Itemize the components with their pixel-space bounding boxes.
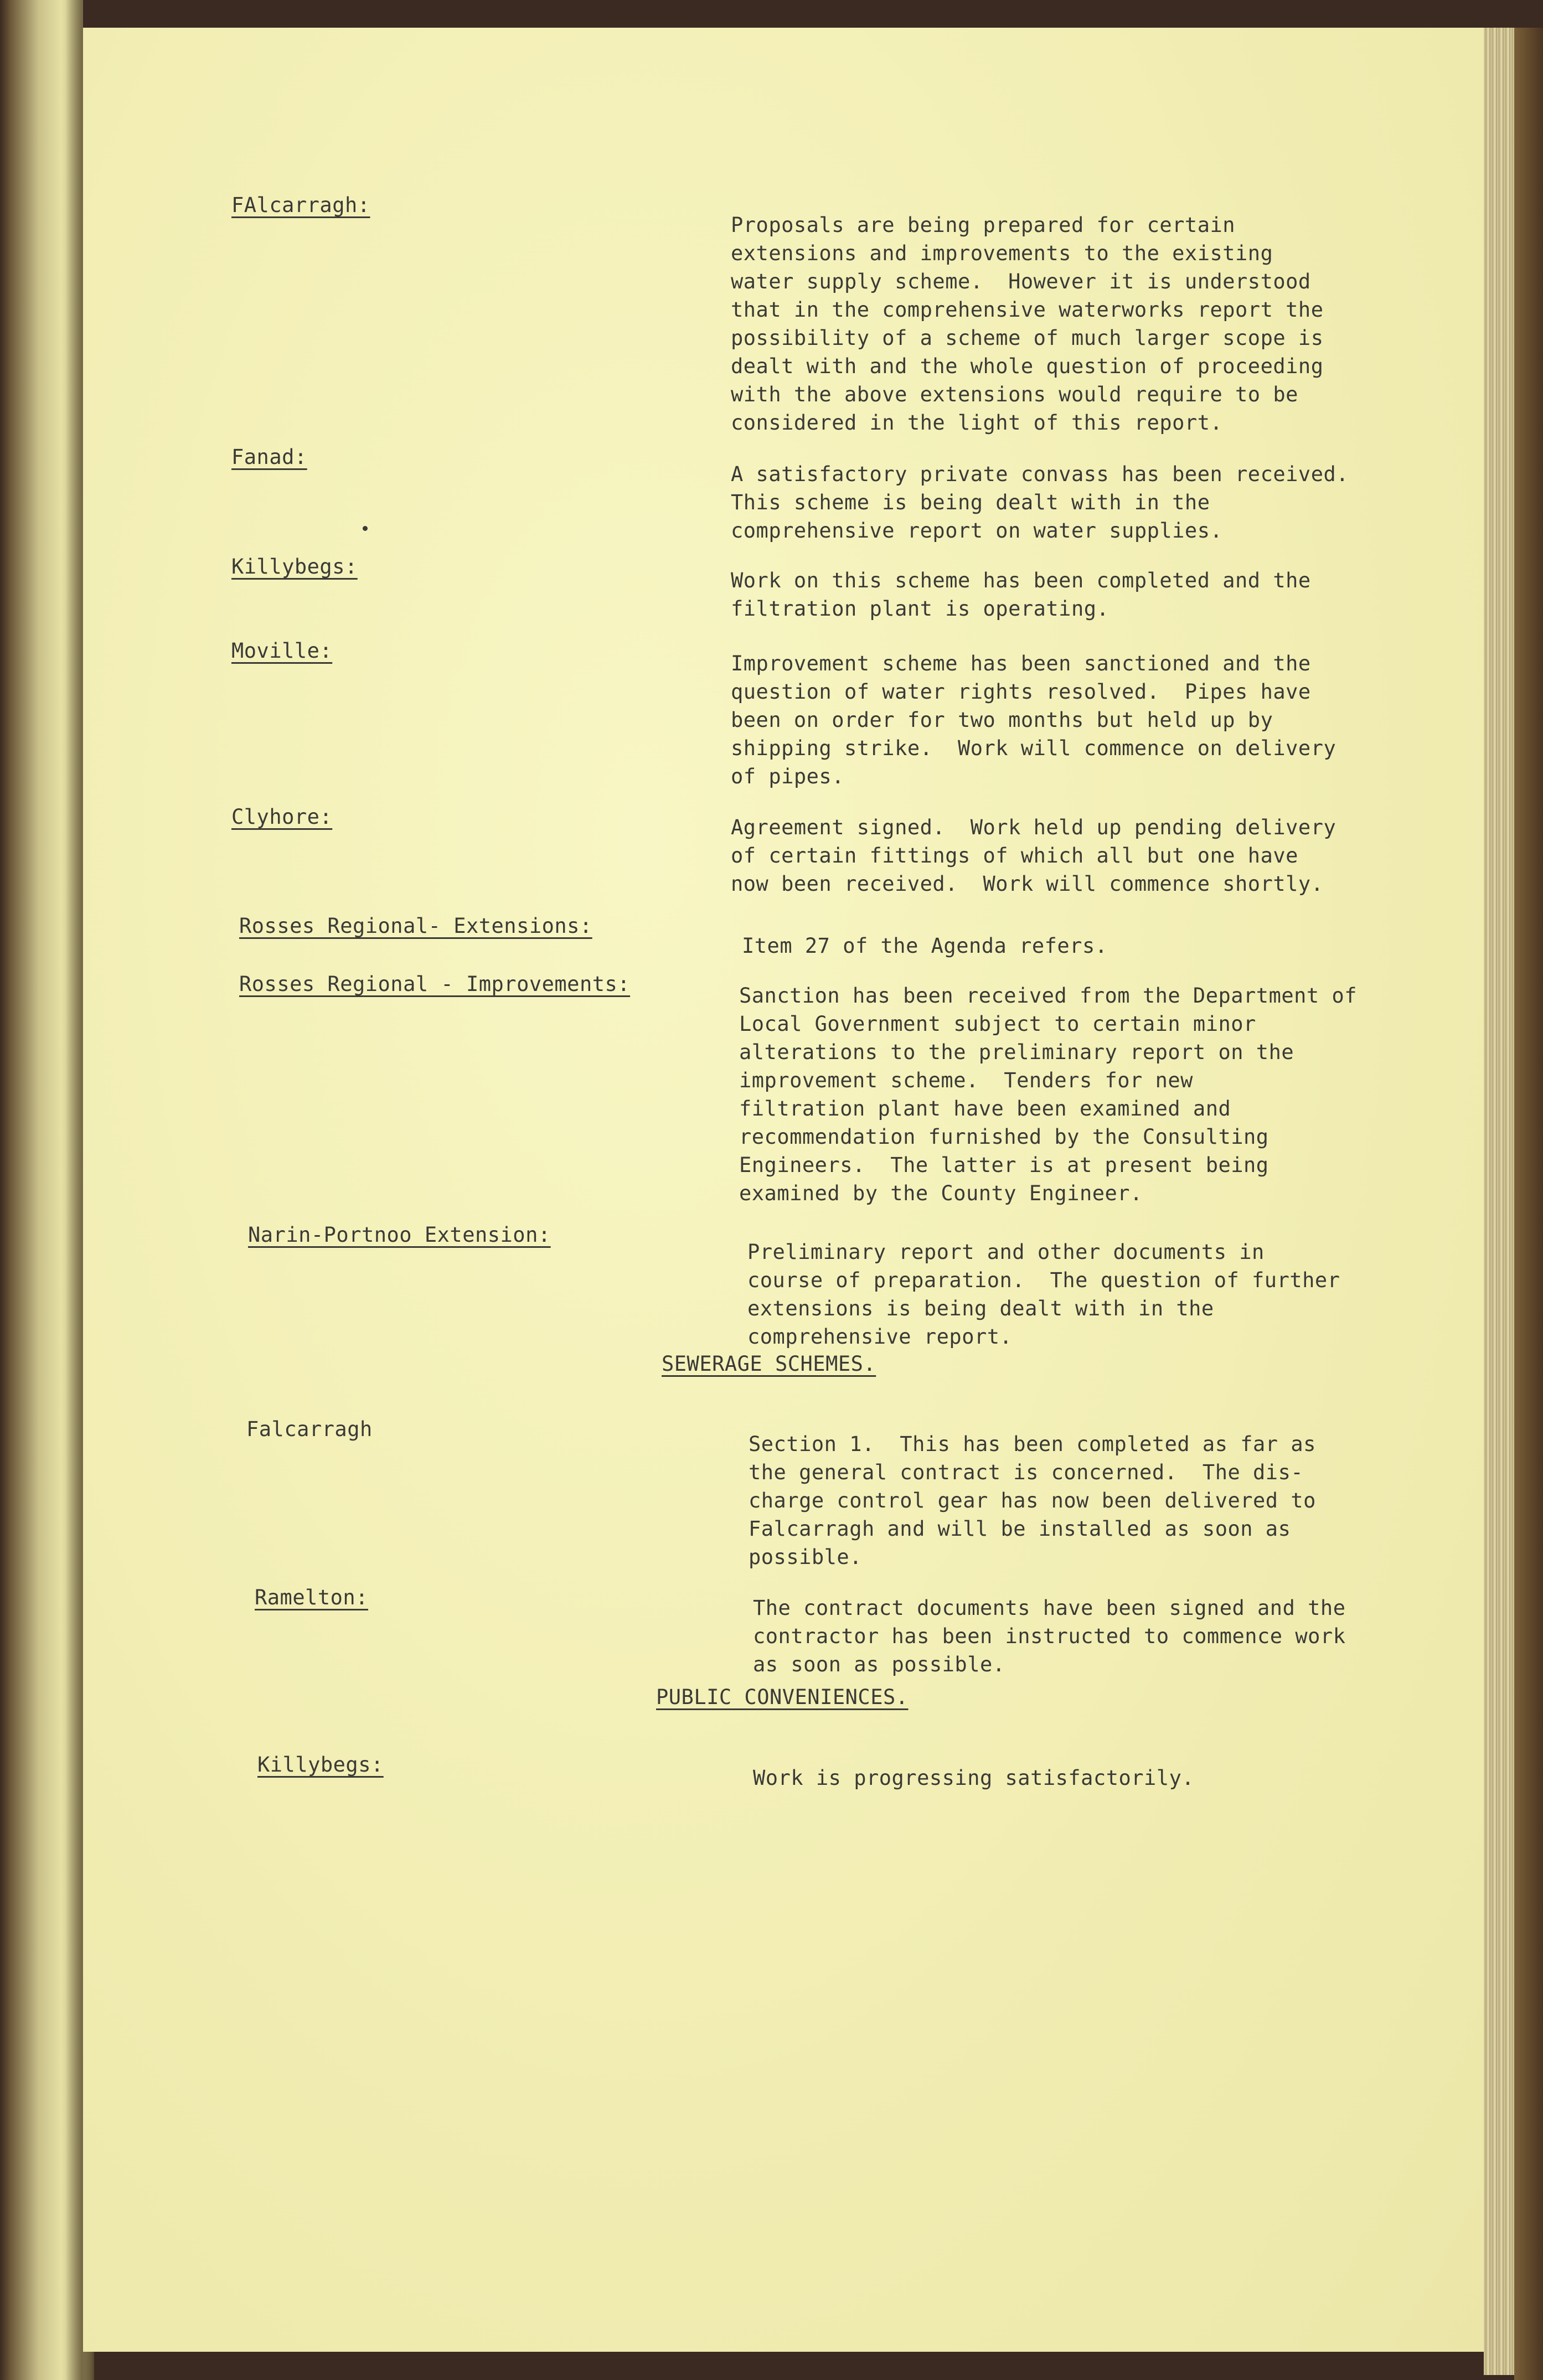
entry-text-clyhore: Agreement signed. Work held up pending delivery of certain fittings of which all but one have now been received. Work will commence shortly. [731,815,1336,896]
entry-label-ramelton: Ramelton: [255,1586,368,1609]
section-heading-sewerage: SEWERAGE SCHEMES. [662,1352,876,1376]
entry-text-rosses-extensions: Item 27 of the Agenda refers. [742,934,1108,958]
stray-mark [363,526,368,531]
top-shadow [83,0,1543,28]
entry-label-moville: Moville: [231,639,333,663]
entry-text-moville: Improvement scheme has been sanctioned and the question of water rights resolved. Pipes have been on order for two months but held up by shipping strike. Work will commence on delivery of pipes. [731,652,1336,788]
entry-label-conveniences-killybegs: Killybegs: [257,1753,384,1777]
entry-text-narin-portnoo: Preliminary report and other documents in course of preparation. The question of further extensions is being dealt with in the comprehensive report. [747,1240,1340,1349]
entry-label-rosses-extensions: Rosses Regional- Extensions: [239,914,592,938]
entry-text-fanad: A satisfactory private convass has been received. This scheme is being dealt with in the comprehensive report on water supplies. [731,462,1349,543]
section-heading-conveniences: PUBLIC CONVENIENCES. [656,1685,909,1709]
entry-text-falcarragh: Proposals are being prepared for certain extensions and improvements to the existing water supply scheme. However it is understood that in the comprehensive waterworks report the possibility of a scheme of much larger scope is dealt with and the whole question of proceeding with the above extensions would require to be considered in the light of this report. [731,213,1324,435]
entry-text-killybegs: Work on this scheme has been completed and the filtration plant is operating. [731,569,1311,621]
entry-text-rosses-improvements: Sanction has been received from the Department of Local Government subject to certain minor alterations to the preliminary report on the improvement scheme. Tenders for new filtration plant have been examined and recommendation furnished by the Consulting Engineers. The latter is at present being examined by the County Engineer. [739,984,1358,1205]
entry-label-clyhore: Clyhore: [231,805,333,829]
entry-label-fanad: Fanad: [231,445,307,469]
entry-label-killybegs: Killybegs: [231,555,358,579]
entry-text-sewerage-falcarragh: Section 1. This has been completed as far as the general contract is concerned. The dis- charge control gear has now been delivered to Falcarragh and will be installed as soon as possible. [749,1432,1316,1569]
book-cover-edge [1514,0,1543,2380]
entry-text-ramelton: The contract documents have been signed and the contractor has been instructed to commence work as soon as possible. [753,1596,1346,1676]
entry-label-falcarragh: FAlcarragh: [231,193,370,217]
entry-label-sewerage-falcarragh: Falcarragh [246,1417,373,1441]
entry-label-narin-portnoo: Narin-Portnoo Extension: [248,1223,551,1247]
entry-label-rosses-improvements: Rosses Regional - Improvements: [239,972,631,996]
entry-text-conveniences-killybegs: Work is progressing satisfactorily. [753,1766,1195,1790]
